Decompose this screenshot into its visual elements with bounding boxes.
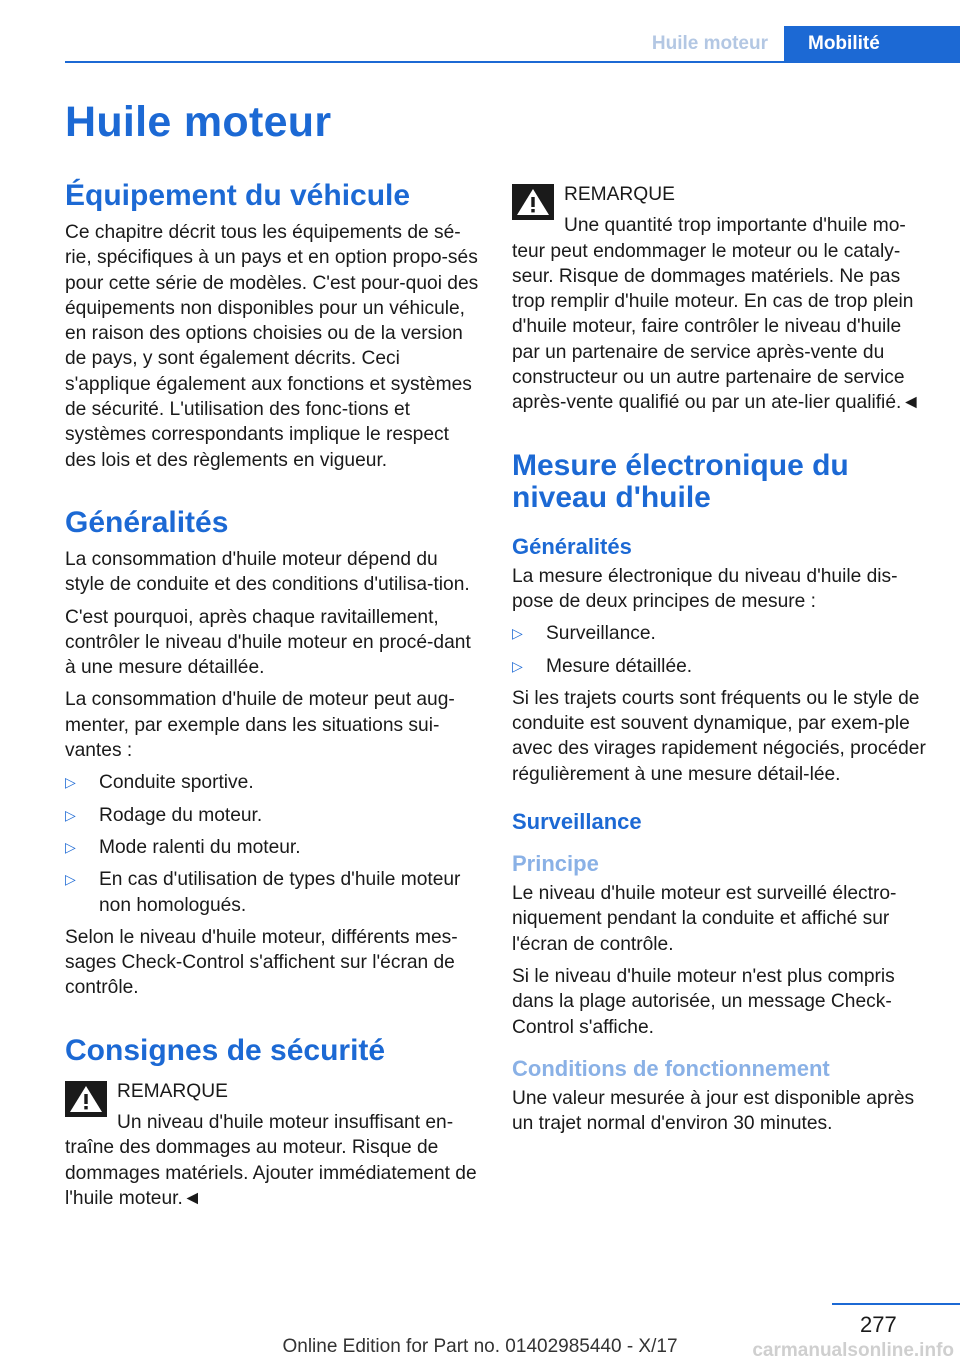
principles-list [512,621,932,679]
warning-text: Un niveau d'huile moteur insuffisant en‐traîne des dommages au moteur. Risque de dommages matériels. Ajouter immédiatement de l'huile moteur.◄ [65,1112,477,1209]
page-title: Huile moteur [65,98,332,146]
consumption-list [65,770,481,917]
heading-equipement: Équipement du véhicule [65,179,411,212]
warning-label: REMARQUE [117,1080,228,1102]
list-item-text: Mesure détaillée. [546,655,693,677]
warning-text: Une quantité trop importante d'huile mo‐teur peut endommager le moteur ou le cataly‐seur. Risque de dommages matériels. Ne pas trop remplir d'huile moteur. En cas de trop plein d'huile moteur, faire contrôler le niveau d'huile par un partenaire de service après-vente du constructeur ou un autre partenaire de service après-vente qualifié ou par un ate‐lier qualifié.◄ [512,215,921,414]
footer-rule [832,1303,960,1305]
bullet-triangle-icon: ▷ [65,806,76,823]
bullet-triangle-icon: ▷ [512,657,523,674]
paragraph: Le niveau d'huile moteur est surveillé électro‐niquement pendant la conduite et affiché sur l'écran de contrôle. [512,883,897,955]
warning-box [65,1075,481,1211]
heading-mesure-electronique: Mesure électronique du niveau d'huile [512,448,849,514]
paragraph: Ce chapitre décrit tous les équipements de sé‐rie, spécifiques à un pays et en option propo‐sés pour cette série de modèles. C'est pour‐quoi des équipements non disponibles pour un véhicule, en raison des options choisies ou de la version de pays, y sont également décrits. Ceci s'applique également aux fonctions et systèmes de sécurité. L'utilisation des fonc‐tions et systèmes correspondants implique le respect des lois et des règlements en vigueur. [65,222,479,471]
warning-box [512,180,932,416]
paragraph: C'est pourquoi, après chaque ravitaillement, contrôler le niveau d'huile moteur en procé‐dant à une mesure détaillée. [65,606,471,679]
tab-huile-moteur[interactable]: Huile moteur [636,26,784,61]
paragraph: Si les trajets courts sont fréquents ou le style de conduite est souvent dynamique, par exem‐ple avec des virages rapidement négociés, procéder régulièrement à une mesure détail‐lée. [512,687,926,785]
warning-label: REMARQUE [564,184,675,205]
paragraph: La mesure électronique du niveau d'huile dis‐pose de deux principes de mesure : [512,565,898,612]
header-rule [65,61,960,63]
list-item [512,654,932,679]
bullet-triangle-icon: ▷ [65,838,76,855]
right-column [512,180,932,1143]
list-item [65,835,481,860]
bullet-triangle-icon: ▷ [65,871,76,888]
list-item [65,803,481,828]
paragraph: La consommation d'huile de moteur peut aug‐menter, par exemple dans les situations sui‐vantes : [65,689,455,762]
list-item [65,867,481,918]
list-item-text: En cas d'utilisation de types d'huile moteur non homologués. [99,869,461,916]
list-item-text: Surveillance. [546,623,656,645]
warning-triangle-icon [65,1081,107,1117]
subheading-generalites: Généralités [512,533,632,559]
tab-mobilite[interactable]: Mobilité [784,26,960,61]
heading-generalites: Généralités [65,505,229,539]
paragraph: La consommation d'huile moteur dépend du style de conduite et des conditions d'utilisa‐tion. [65,548,470,596]
left-column [65,180,481,1211]
list-item-text: Mode ralenti du moteur. [99,836,301,858]
subheading-conditions: Conditions de fonctionnement [512,1055,830,1081]
warning-triangle-icon [512,184,554,220]
footer-edition: Online Edition for Part no. 01402985440 - X/17 [282,1336,678,1357]
paragraph: Si le niveau d'huile moteur n'est plus compris dans la plage autorisée, un message Check-Control s'affiche. [512,965,895,1038]
heading-consignes: Consignes de sécurité [65,1033,386,1067]
paragraph: Une valeur mesurée à jour est disponible après un trajet normal d'environ 30 minutes. [512,1087,915,1135]
bullet-triangle-icon: ▷ [512,625,523,642]
watermark: carmanualsonline.info [752,1340,954,1361]
paragraph: Selon le niveau d'huile moteur, différents mes‐sages Check-Control s'affichent sur l'écran de contrôle. [65,926,458,999]
subheading-surveillance: Surveillance [512,809,642,835]
bullet-triangle-icon: ▷ [65,774,76,791]
list-item [65,770,481,795]
page-number: 277 [860,1312,897,1337]
header-tabs [636,26,960,61]
list-item-text: Rodage du moteur. [99,804,263,826]
list-item [512,621,932,646]
subheading-principe: Principe [512,851,599,877]
list-item-text: Conduite sportive. [99,772,254,794]
